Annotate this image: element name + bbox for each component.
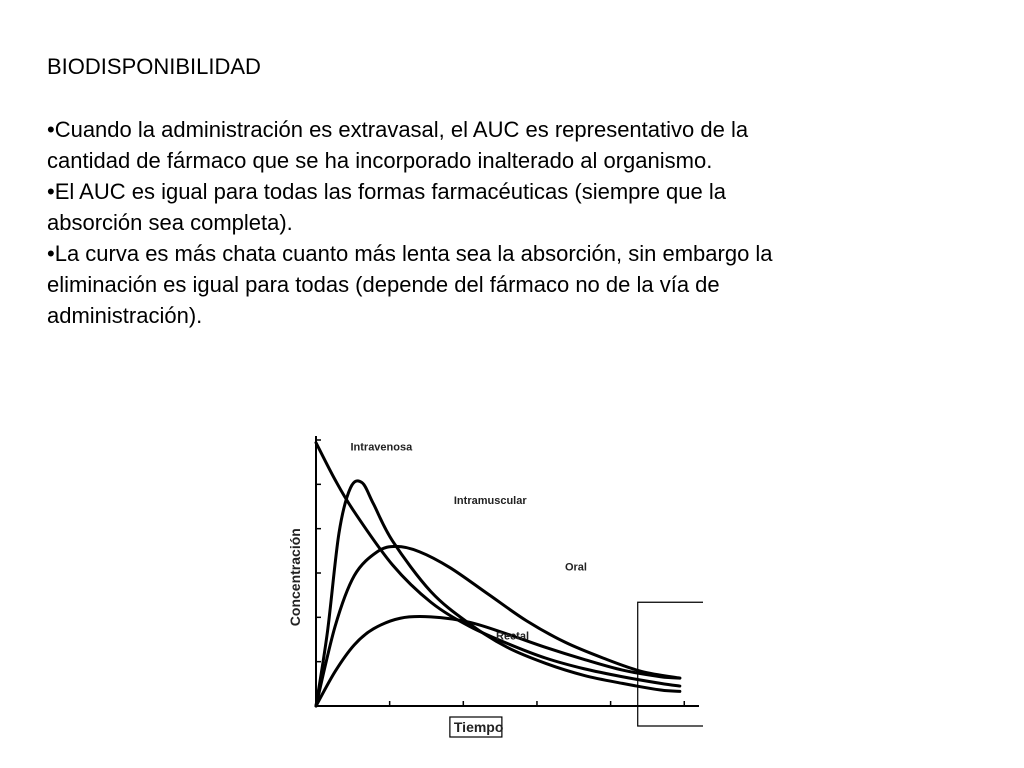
concentration-time-chart xyxy=(280,430,710,750)
bullet-list xyxy=(47,114,787,331)
chart-axes xyxy=(316,436,703,737)
chart-curves xyxy=(316,443,680,706)
slide-title: BIODISPONIBILIDAD xyxy=(47,54,261,79)
y-axis-title: Concentración xyxy=(287,528,303,627)
curve-label-oral: Oral xyxy=(564,561,587,574)
curve-label-intramuscular: Intramuscular xyxy=(453,494,527,507)
curve-label-rectal: Rectal xyxy=(496,630,530,643)
bullet-item: •Cuando la administración es extravasal, el AUC es representativo de la cantidad de fármaco que se ha incorporado inalterado al organismo. xyxy=(47,117,749,173)
x-axis-title: Tiempo xyxy=(453,719,504,735)
curve-oral xyxy=(316,546,680,706)
highlight-bracket xyxy=(638,602,703,726)
bullet-item: •La curva es más chata cuanto más lenta sea la absorción, sin embargo la eliminación es igual para todas (depende del fármaco no de la vía de administración). xyxy=(47,241,773,328)
curve-intravenosa xyxy=(316,443,680,686)
chart-curve-labels xyxy=(350,442,586,643)
bullet-item: •El AUC es igual para todas las formas farmacéuticas (siempre que la absorción sea completa). xyxy=(47,179,727,235)
curve-label-intravenosa: Intravenosa xyxy=(350,441,413,454)
